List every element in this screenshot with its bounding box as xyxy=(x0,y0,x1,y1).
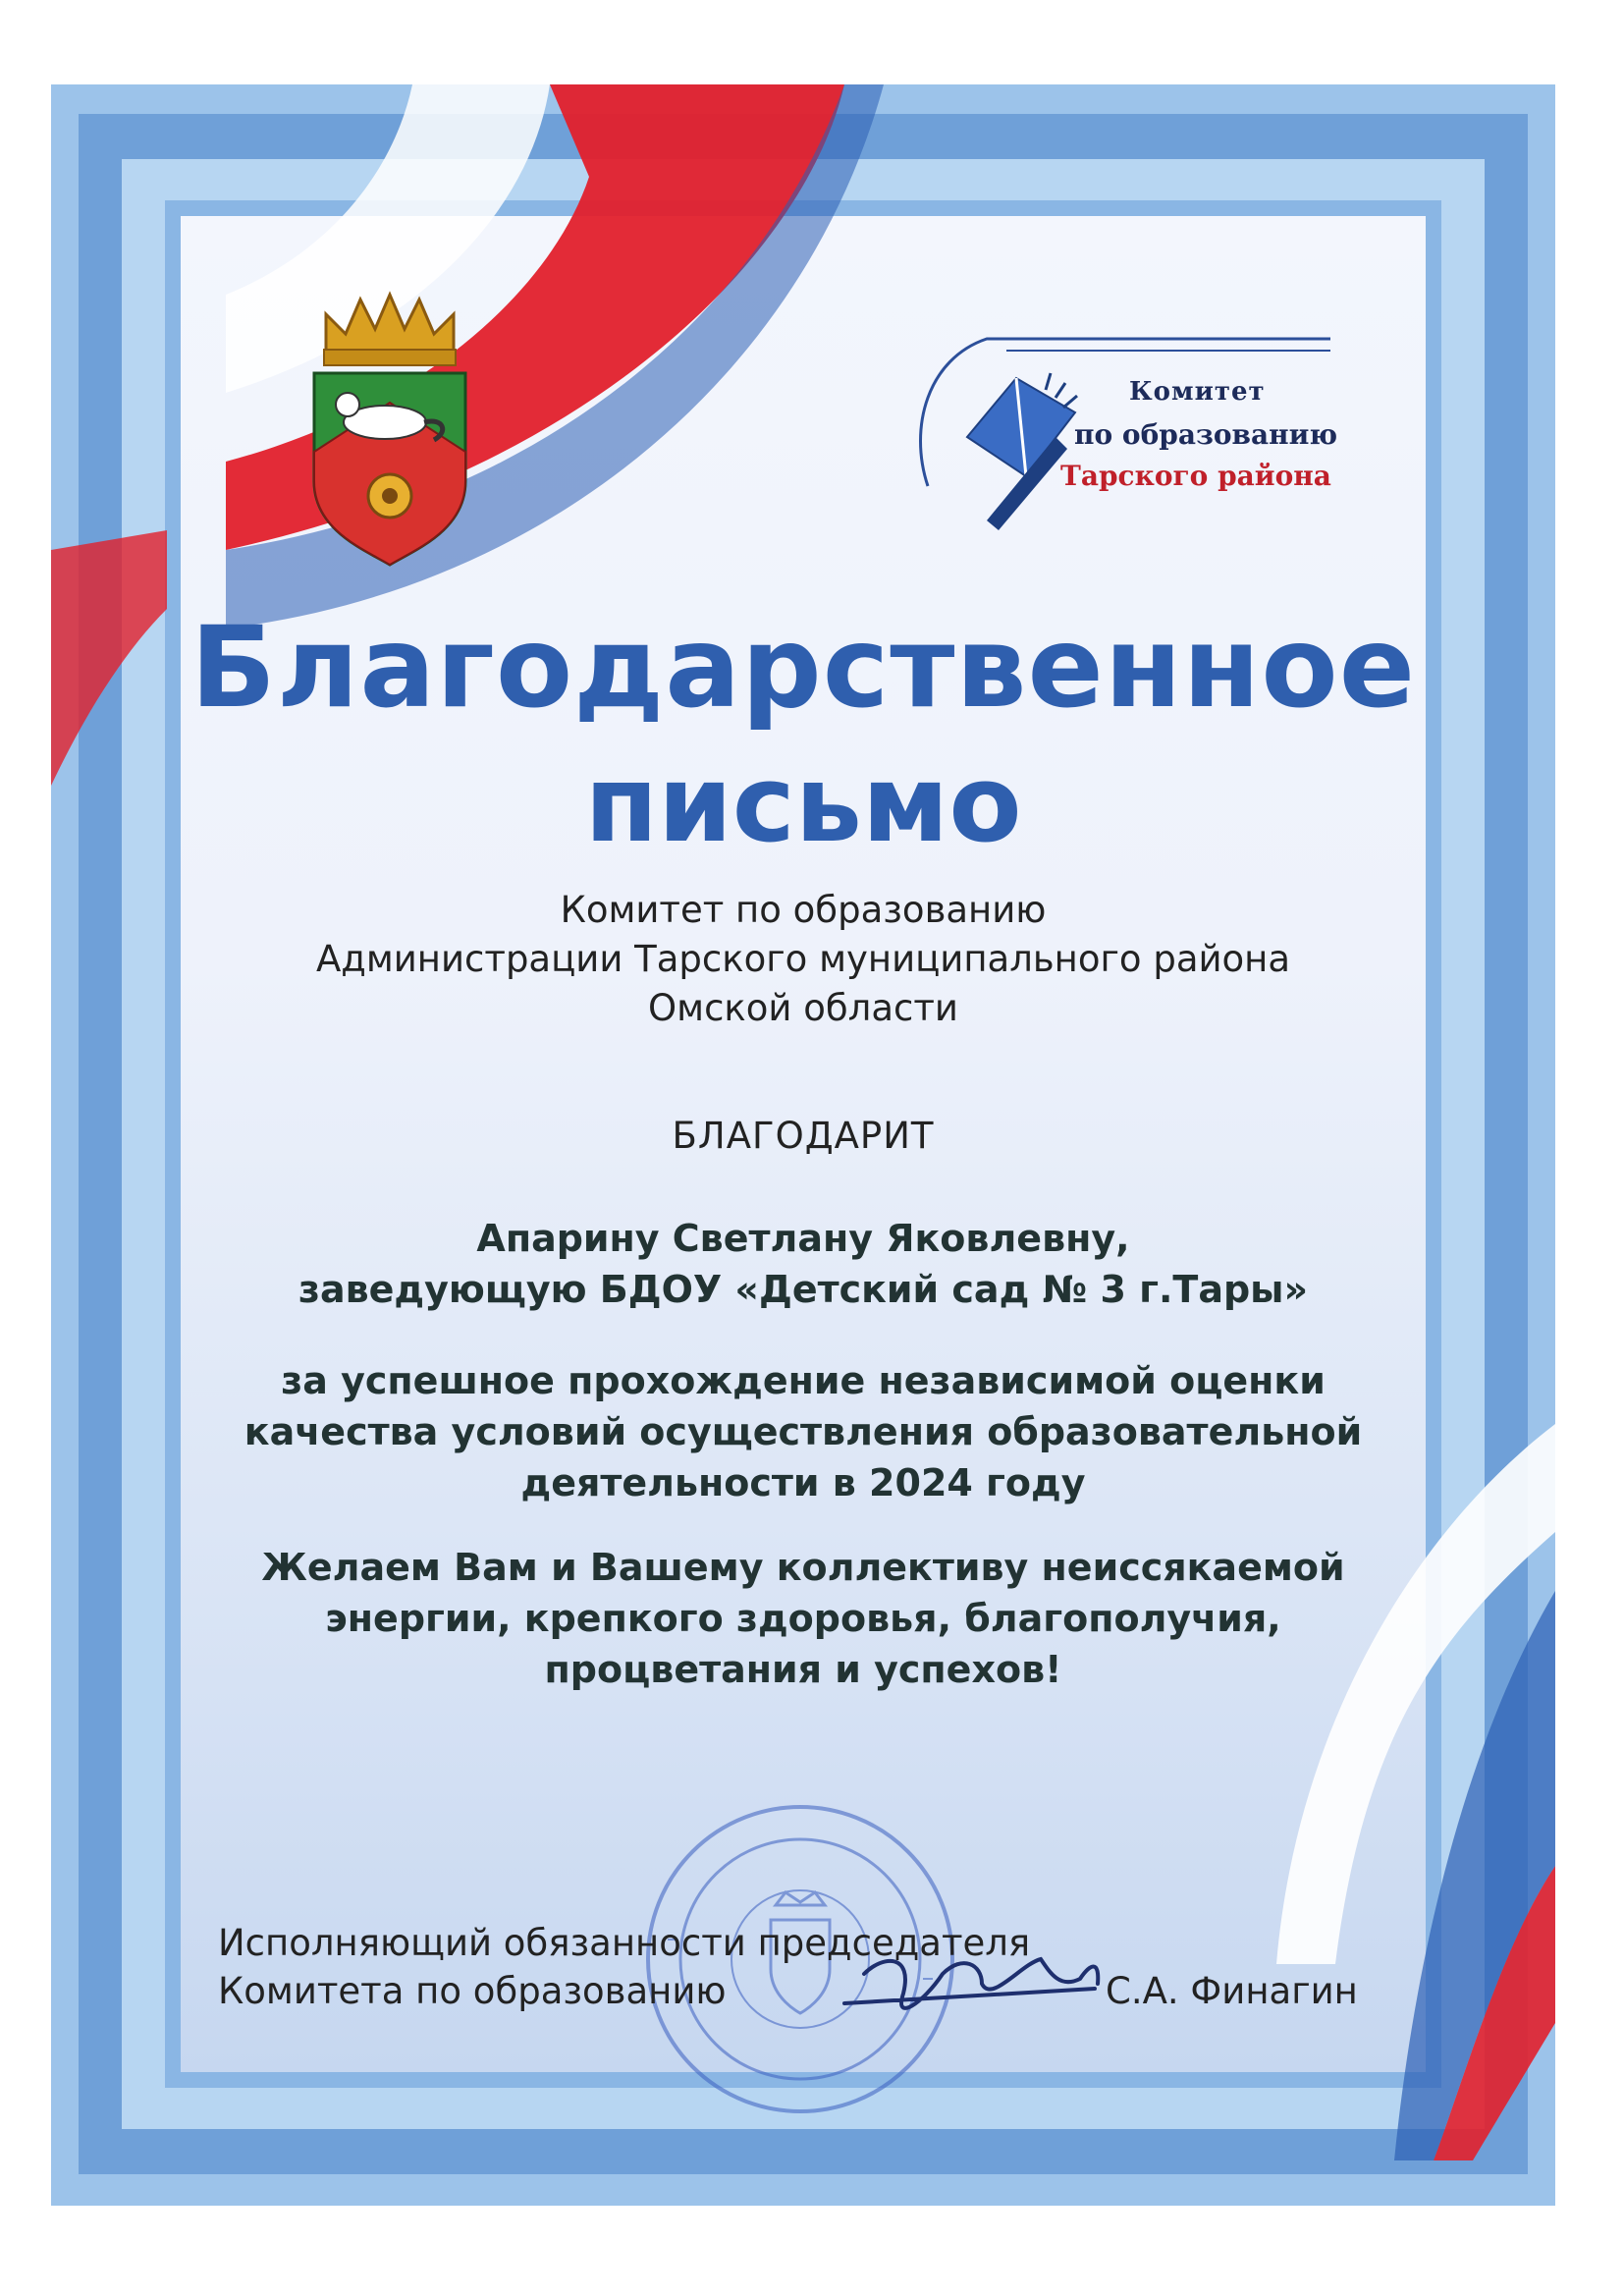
document-title-line2: письмо xyxy=(584,743,1022,866)
wishes-line: энергии, крепкого здоровья, благополучия, xyxy=(325,1597,1281,1640)
document-title-line1: Благодарственное xyxy=(189,602,1417,733)
reason-line: качества условий осуществления образовательной xyxy=(244,1410,1363,1453)
reason-line: деятельности в 2024 году xyxy=(520,1461,1086,1504)
organization-line: Комитет по образованию xyxy=(560,889,1047,931)
signer-position-line1: Исполняющий обязанности председателя xyxy=(218,1922,1031,1964)
signer-position-line2: Комитета по образованию xyxy=(218,1970,727,2012)
signer-name: С.А. Финагин xyxy=(1106,1970,1358,2012)
recipient-line: Апарину Светлану Яковлевну, xyxy=(476,1217,1130,1260)
organization-line: Администрации Тарского муниципального района xyxy=(315,938,1291,980)
wishes-line: процветания и успехов! xyxy=(544,1648,1062,1691)
recipient-line: заведующую БДОУ «Детский сад № 3 г.Тары» xyxy=(298,1268,1309,1311)
logo-title-line3: Тарского района xyxy=(1060,460,1331,492)
reason-line: за успешное прохождение независимой оценки xyxy=(281,1359,1326,1402)
organization-line: Омской области xyxy=(648,987,958,1029)
logo-title-line2: по образованию xyxy=(1074,418,1338,451)
wishes-line: Желаем Вам и Вашему коллективу неиссякаемой xyxy=(261,1546,1345,1589)
thanks-word: БЛАГОДАРИТ xyxy=(672,1115,935,1157)
logo-title-line1: Комитет xyxy=(1129,377,1266,407)
